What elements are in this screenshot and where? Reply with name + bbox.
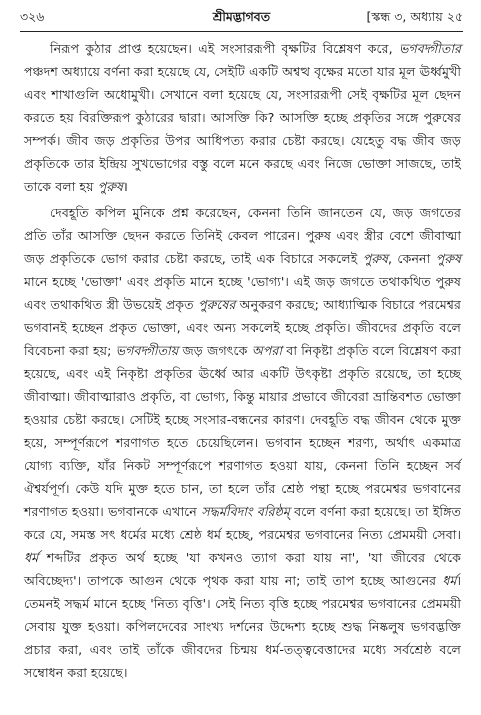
italic-term: পুরুষের [197, 297, 236, 312]
paragraph-1 [24, 37, 461, 198]
italic-term: ধর্ম [442, 573, 457, 588]
italic-term: ভগবদ্গীতার [398, 41, 461, 56]
text-run: মানে হচ্ছে 'ভোক্তা' এবং প্রকৃতি মানে হচ্ছে 'ভোগ্য'। এই জড় জগতে তথাকথিত পুরুষ এবং তথাকথিত স্ত্রী উভয়েই প্রকৃত [24, 274, 461, 312]
italic-term: পুরুষ [435, 251, 461, 266]
text-run: নিরূপ কুঠার প্রাপ্ত হয়েছেন। এই সংসাররূপী বৃক্ষটির বিশ্লেষণ করে, [50, 41, 399, 56]
text-run: পঞ্চদশ অধ্যায়ে বর্ণনা করা হয়েছে যে, সেইটি একটি অশ্বত্থ বৃক্ষের মতো যার মূল ঊর্ধ্বমুখী এবং শাখাগুলি অধোমুখী। সেখানে বলা হয়েছে যে, সংসাররূপী সেই বৃক্ষটির মূল ছেদন করতে হয় বিরক্তিরূপ কুঠারের দ্বারা। আসক্তি কি? আসক্তি হচ্ছে প্রকৃতির সঙ্গে পুরুষের সম্পর্ক। জীব জড় প্রকৃতির উপর আধিপত্য করার চেষ্টা করছে। যেহেতু বদ্ধ জীব জড় প্রকৃতিকে তার ইন্দ্রিয় সুখভোগের বস্তু বলে মনে করছে এবং নিজে ভোক্তা সাজছে, তাই তাকে বলা হয় [24, 64, 461, 194]
text-run: অনুকরণ করছে; আধ্যাত্মিক বিচারে পরমেশ্বর ভগবানই হচ্ছেন প্রকৃত ভোক্তা, এবং অন্য সকলেই হচ্ছে প্রকৃতি। জীবদের প্রকৃতি বলে বিবেচনা করা হয়; [24, 297, 462, 358]
italic-term: অপরা [251, 343, 283, 358]
text-run: জড় জগৎকে [178, 343, 252, 358]
text-run: বলে বর্ণনা করা হয়েছে। তা ইঙ্গিত করে যে, সমস্ত সৎ ধর্মের মধ্যে শ্রেষ্ঠ ধর্ম হচ্ছে, পরমেশ্বর ভগবানের নিত্য প্রেমময়ী সেবা। [24, 504, 461, 542]
text-run: দেবহূতি কপিল মুনিকে প্রশ্ন করেছেন, কেননা তিনি জানতেন যে, জড় জগতের প্রতি তাঁর আসক্তি ছেদন করতে তিনিই কেবল পারেন। পুরুষ এবং স্ত্রীর বেশে জীবাত্মা জড় প্রকৃতিকে ভোগ করার চেষ্টা করছে, তাই এক বিচারে সকলেই [24, 205, 461, 266]
text-run: । তেমনই সদ্ধর্ম মানে হচ্ছে 'নিত্য বৃত্তি'। সেই নিত্য বৃত্তি হচ্ছে পরমেশ্বর ভগবানের প্রেমময়ী সেবায় যুক্ত হওয়া। কপিলদেবের সাংখ্য দর্শনের উদ্দেশ্য হচ্ছে শুদ্ধ নিষ্কলুষ ভগবদ্ভক্তি প্রচার করা, এবং তাই তাঁকে জীবদের চিন্ময় ধর্ম-তত্ত্ববেত্তাদের মধ্যে সর্বশ্রেষ্ঠ বলে সম্বোধন করা হয়েছে। [24, 573, 461, 680]
page-body [24, 37, 461, 684]
italic-term: সদ্ধর্মবিদাং বরিষ্ঠম্ [201, 504, 290, 519]
page-number: ৩২৬ [20, 9, 45, 24]
italic-term: পুরুষ [362, 251, 389, 266]
italic-term: ভগবদ্গীতায় [115, 343, 179, 358]
page-header [20, 6, 463, 28]
italic-term: পুরুষ [97, 179, 123, 194]
paragraph-2 [24, 201, 461, 684]
text-run: শব্দটির প্রকৃত অর্থ হচ্ছে 'যা কখনও ত্যাগ করা যায় না', 'যা জীবের থেকে অবিচ্ছেদ্য'। তাপকে আগুন থেকে পৃথক করা যায় না; তাই তাপ হচ্ছে আগুনের [24, 550, 461, 588]
text-run: , কেননা [388, 251, 436, 266]
chapter-reference: [স্কন্ধ ৩, অধ্যায় ২৫ [366, 9, 463, 24]
italic-term: ধর্ম [24, 550, 39, 565]
header-rule [20, 31, 463, 32]
text-run: বা নিকৃষ্টা প্রকৃতি বলে বিশ্লেষণ করা হয়েছে, এবং এই নিকৃষ্টা প্রকৃতির ঊর্ধ্বে আর একটি উৎকৃষ্টা প্রকৃতি রয়েছে, তা হচ্ছে জীবাত্মা। জীবাত্মারাও প্রকৃতি, বা ভোগ্য, কিন্তু মায়ার প্রভাবে জীবেরা ভ্রান্তিবশত ভোক্তা হওয়ার চেষ্টা করছে। সেটিই হচ্ছে সংসার-বন্ধনের কারণ। দেবহূতি বদ্ধ জীবন থেকে মুক্ত হয়ে, সম্পূর্ণরূপে শরণাগত হতে চেয়েছিলেন। ভগবান হচ্ছেন শরণ্য, অর্থাৎ একমাত্র যোগ্য ব্যক্তি, যাঁর নিকট সম্পূর্ণরূপে শরণাগত হওয়া যায়, কেননা তিনি হচ্ছেন সর্ব ঐশ্বর্যপূর্ণ। কেউ যদি মুক্ত হতে চান, তা হলে তাঁর শ্রেষ্ঠ পন্থা হচ্ছে পরমেশ্বর ভগবানের শরণাগত হওয়া। ভগবানকে এখানে [24, 343, 462, 519]
book-title: শ্রীমদ্ভাগবত [212, 9, 271, 24]
text-run: । [122, 179, 128, 194]
